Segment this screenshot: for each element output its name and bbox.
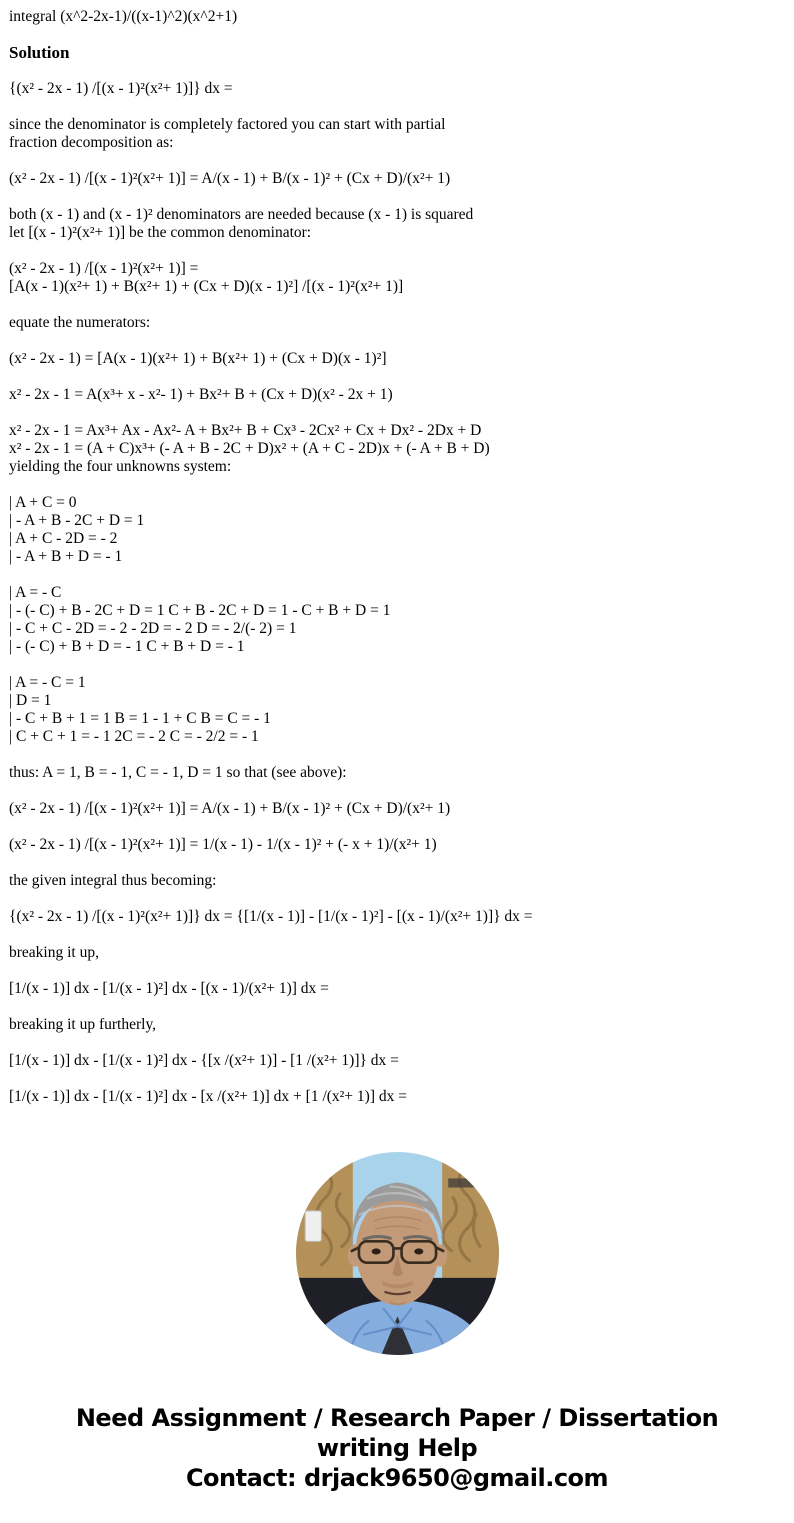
text-line: (x² - 2x - 1) /[(x - 1)²(x²+ 1)] = A/(x - 1) + B/(x - 1)² + (Cx + D)/(x²+ 1) — [9, 170, 451, 187]
paragraph — [9, 494, 785, 566]
paragraph — [9, 764, 785, 782]
paragraph — [9, 908, 785, 926]
eye-left — [371, 1248, 380, 1254]
text-line: x² - 2x - 1 = Ax³+ Ax - Ax²- A + Bx²+ B + Cx³ - 2Cx² + Cx + Dx² - 2Dx + D — [9, 422, 482, 439]
paragraph — [9, 800, 785, 818]
footer-line: Need Assignment / Research Paper / Dissertation — [75, 1404, 719, 1432]
text-line: | D = 1 — [9, 692, 52, 709]
text-line: | - A + B - 2C + D = 1 — [9, 512, 145, 529]
section-heading — [9, 44, 785, 62]
footer-contact-email: Contact: drjack9650@gmail.com — [185, 1464, 609, 1492]
text-line: | - A + B + D = - 1 — [9, 548, 123, 565]
text-line: | - C + C - 2D = - 2 - 2D = - 2 D = - 2/(- 2) = 1 — [9, 620, 297, 637]
paragraph — [9, 872, 785, 890]
paragraph — [9, 422, 785, 476]
text-line: | A = - C — [9, 584, 62, 601]
footer-banner — [0, 1403, 794, 1493]
text-line: | - C + B + 1 = 1 B = 1 - 1 + C B = C = - 1 — [9, 710, 271, 727]
paragraph — [9, 8, 785, 26]
text-line: | - (- C) + B + D = - 1 C + B + D = - 1 — [9, 638, 245, 655]
text-line: (x² - 2x - 1) /[(x - 1)²(x²+ 1)] = 1/(x - 1) - 1/(x - 1)² + (- x + 1)/(x²+ 1) — [9, 836, 437, 853]
text-line: since the denominator is completely factored you can start with partial — [9, 116, 446, 133]
paragraph — [9, 350, 785, 368]
text-line: breaking it up, — [9, 944, 99, 961]
paragraph — [9, 206, 785, 242]
text-line: (x² - 2x - 1) /[(x - 1)²(x²+ 1)] = — [9, 260, 199, 277]
text-line: integral (x^2-2x-1)/((x-1)^2)(x^2+1) — [9, 8, 238, 25]
text-line: the given integral thus becoming: — [9, 872, 217, 889]
text-line: x² - 2x - 1 = A(x³+ x - x²- 1) + Bx²+ B + (Cx + D)(x² - 2x + 1) — [9, 386, 393, 403]
tutor-avatar — [296, 1152, 499, 1355]
paragraph — [9, 1088, 785, 1106]
paragraph — [9, 1016, 785, 1034]
text-line: (x² - 2x - 1) = [A(x - 1)(x²+ 1) + B(x²+ 1) + (Cx + D)(x - 1)²] — [9, 350, 387, 367]
paragraph — [9, 674, 785, 746]
paragraph — [9, 980, 785, 998]
avatar-section — [0, 1152, 794, 1355]
paragraph — [9, 584, 785, 656]
curtain-rod — [448, 1178, 499, 1187]
text-line: Solution — [9, 43, 70, 62]
tutor-portrait-icon — [296, 1152, 499, 1355]
switch-plate — [305, 1211, 321, 1241]
eye-right — [414, 1248, 423, 1254]
text-line: equate the numerators: — [9, 314, 151, 331]
text-line: let [(x - 1)²(x²+ 1)] be the common denominator: — [9, 224, 312, 241]
footer-line: writing Help — [316, 1434, 478, 1462]
paragraph — [9, 386, 785, 404]
text-line: | - (- C) + B - 2C + D = 1 C + B - 2C + D = 1 - C + B + D = 1 — [9, 602, 391, 619]
text-line: | C + C + 1 = - 1 2C = - 2 C = - 2/2 = - 1 — [9, 728, 259, 745]
text-line: [A(x - 1)(x²+ 1) + B(x²+ 1) + (Cx + D)(x - 1)²] /[(x - 1)²(x²+ 1)] — [9, 278, 404, 295]
text-line: breaking it up furtherly, — [9, 1016, 157, 1033]
text-line: | A + C - 2D = - 2 — [9, 530, 118, 547]
text-line: both (x - 1) and (x - 1)² denominators are needed because (x - 1) is squared — [9, 206, 474, 223]
text-line: [1/(x - 1)] dx - [1/(x - 1)²] dx - [x /(x²+ 1)] dx + [1 /(x²+ 1)] dx = — [9, 1088, 407, 1105]
paragraph — [9, 1052, 785, 1070]
paragraph — [9, 314, 785, 332]
paragraph — [9, 80, 785, 98]
text-line: (x² - 2x - 1) /[(x - 1)²(x²+ 1)] = A/(x - 1) + B/(x - 1)² + (Cx + D)/(x²+ 1) — [9, 800, 451, 817]
paragraph — [9, 116, 785, 152]
text-line: [1/(x - 1)] dx - [1/(x - 1)²] dx - [(x - 1)/(x²+ 1)] dx = — [9, 980, 329, 997]
text-line: | A = - C = 1 — [9, 674, 86, 691]
paragraph — [9, 260, 785, 296]
paragraph — [9, 170, 785, 188]
text-line: [1/(x - 1)] dx - [1/(x - 1)²] dx - {[x /(x²+ 1)] - [1 /(x²+ 1)]} dx = — [9, 1052, 399, 1069]
text-line: x² - 2x - 1 = (A + C)x³+ (- A + B - 2C + D)x² + (A + C - 2D)x + (- A + B + D) — [9, 440, 490, 457]
text-line: thus: A = 1, B = - 1, C = - 1, D = 1 so that (see above): — [9, 764, 347, 781]
text-line: yielding the four unknowns system: — [9, 458, 232, 475]
paragraph — [9, 944, 785, 962]
text-line: {(x² - 2x - 1) /[(x - 1)²(x²+ 1)]} dx = — [9, 80, 233, 97]
text-line: | A + C = 0 — [9, 494, 77, 511]
text-line: {(x² - 2x - 1) /[(x - 1)²(x²+ 1)]} dx = {[1/(x - 1)] - [1/(x - 1)²] - [(x - 1)/(x²+ 1)]} dx = — [9, 908, 533, 925]
text-line: fraction decomposition as: — [9, 134, 174, 151]
paragraph — [9, 836, 785, 854]
